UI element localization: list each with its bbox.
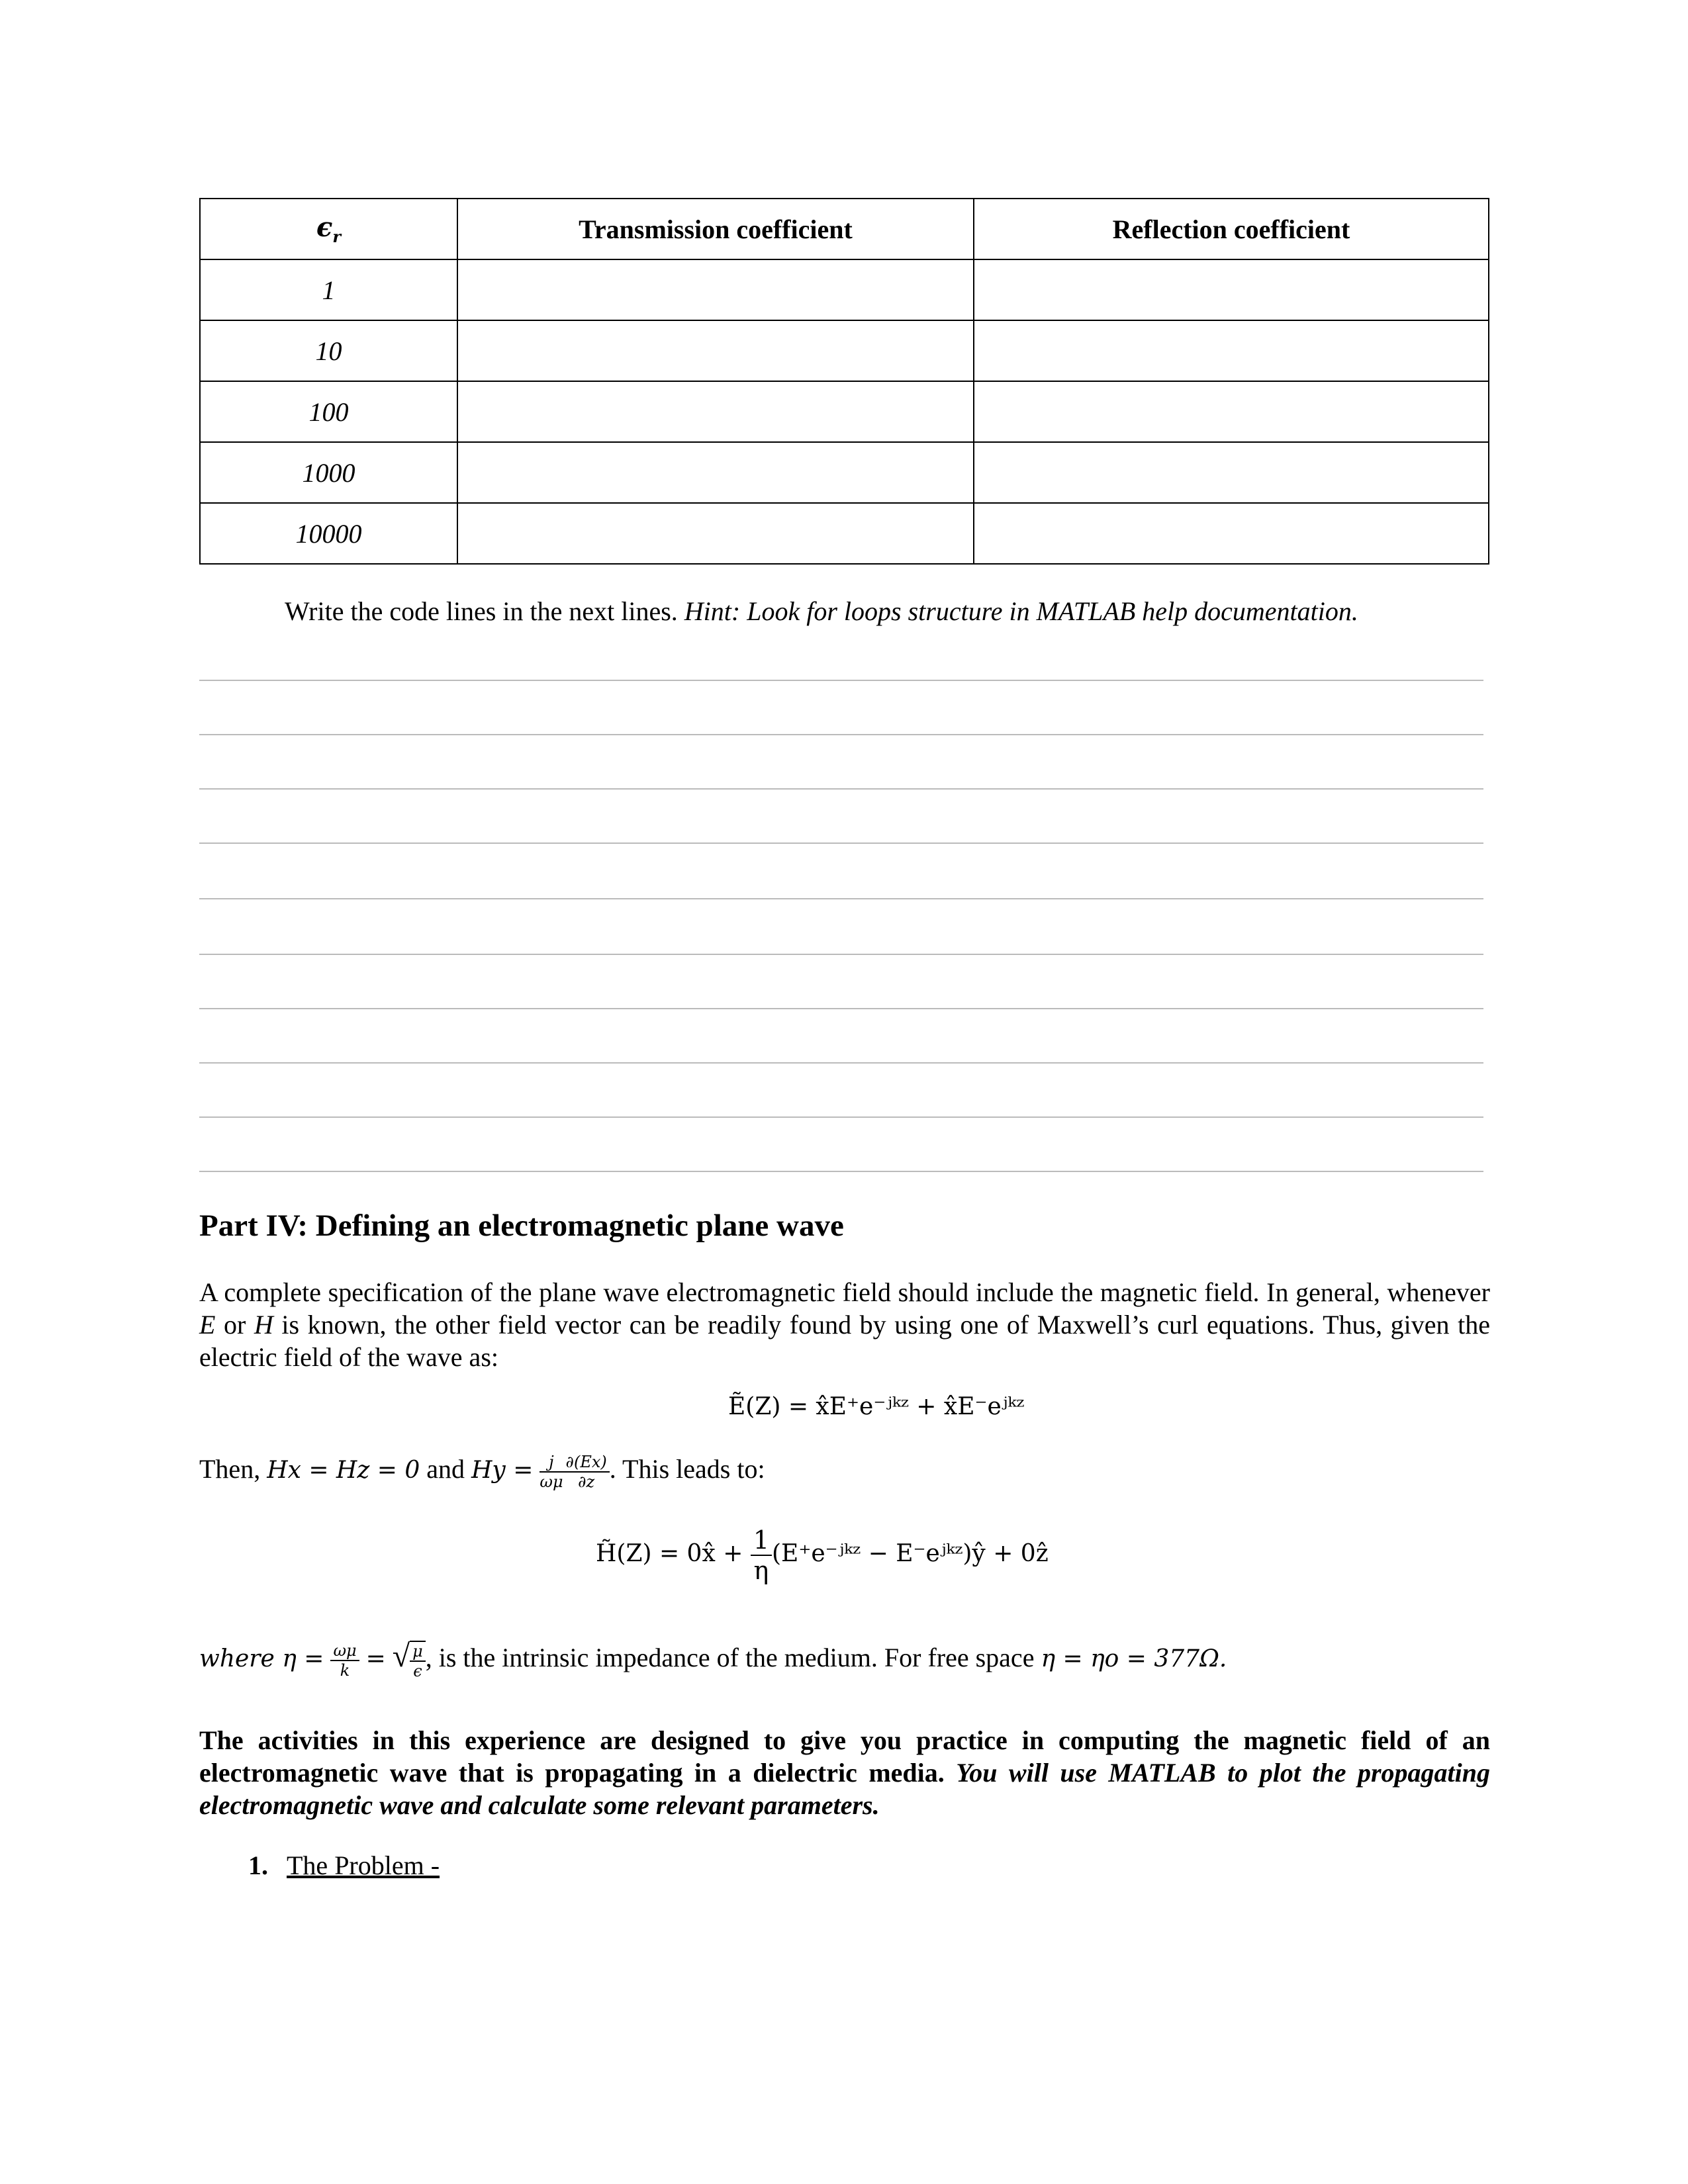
then-eq: Hx = Hz = 0 <box>267 1457 420 1484</box>
intro-paragraph <box>199 1276 1490 1373</box>
numerator: μ <box>410 1642 426 1662</box>
answer-line[interactable] <box>199 954 1483 955</box>
activities-paragraph <box>199 1724 1490 1821</box>
numerator: ∂(Ex) <box>563 1453 610 1473</box>
where-text: , is the intrinsic impedance of the medium. For free space <box>425 1643 1035 1672</box>
intro-or: or <box>224 1310 246 1340</box>
table-row <box>200 503 1489 564</box>
denominator: ωμ <box>539 1473 563 1491</box>
er-value: 1 <box>200 259 457 320</box>
header-er: $\epsilon_r$ <box>200 199 457 259</box>
transmission-cell[interactable] <box>457 381 974 442</box>
fraction <box>330 1641 359 1680</box>
where-eq: = <box>365 1645 386 1672</box>
where-line <box>199 1638 1227 1680</box>
instruction-hint: Hint: Look for loops structure in MATLAB help documentation. <box>684 596 1358 626</box>
header-reflection: Reflection coefficient <box>974 199 1489 259</box>
denominator: η <box>753 1556 769 1585</box>
denominator: ∂z <box>578 1473 595 1491</box>
then-suffix: . This leads to: <box>609 1454 765 1484</box>
section-heading: Part IV: Defining an electromagnetic plane wave <box>199 1208 844 1243</box>
intro-text: A complete specification of the plane wave electromagnetic field should include the magnetic field. In general, whenever <box>199 1277 1490 1307</box>
then-hy: Hy = <box>471 1457 534 1484</box>
transmission-cell[interactable] <box>457 503 974 564</box>
intro-h: H <box>254 1310 273 1340</box>
item-number: 1. <box>248 1850 268 1880</box>
table-row <box>200 320 1489 381</box>
answer-line[interactable] <box>199 842 1483 844</box>
where-free-space: η = ηo = 377Ω. <box>1041 1645 1227 1672</box>
then-prefix: Then, <box>199 1454 261 1484</box>
er-value: 10000 <box>200 503 457 564</box>
activities-italic: You will use MATLAB to plot the propagating electromagnetic wave and calculate some relevant parameters. <box>199 1758 1491 1820</box>
header-transmission: Transmission coefficient <box>457 199 974 259</box>
list-item <box>248 1850 440 1881</box>
intro-text-2: is known, the other field vector can be readily found by using one of Maxwell’s curl equations. Thus, given the electric field of the wave as: <box>199 1310 1490 1372</box>
equation-e-field: Ẽ(Z) = x̂E⁺e⁻ʲᵏᶻ + x̂E⁻eʲᵏᶻ <box>728 1393 1025 1420</box>
reflection-cell[interactable] <box>974 503 1489 564</box>
sqrt-icon: √ <box>392 1639 410 1674</box>
denominator: ϵ <box>413 1661 422 1680</box>
denominator: k <box>340 1661 350 1680</box>
then-line <box>199 1453 765 1491</box>
table-row <box>200 442 1489 503</box>
er-value: 1000 <box>200 442 457 503</box>
answer-line[interactable] <box>199 1171 1483 1172</box>
numerator: 1 <box>751 1525 772 1556</box>
answer-line[interactable] <box>199 1008 1483 1009</box>
item-label: The Problem - <box>287 1850 440 1880</box>
instruction-text: Write the code lines in the next lines. <box>285 596 678 626</box>
table-row <box>200 381 1489 442</box>
reflection-cell[interactable] <box>974 259 1489 320</box>
fraction <box>751 1525 772 1585</box>
reflection-cell[interactable] <box>974 320 1489 381</box>
where-prefix: where η = <box>199 1645 324 1672</box>
activities-bold: The activities in this experience are designed to give you practice in computing the magnetic field of an electromagnetic wave that is propagating in a dielectric media. <box>199 1725 1490 1788</box>
answer-line[interactable] <box>199 680 1483 681</box>
fraction <box>563 1453 610 1491</box>
numerator: j <box>539 1453 563 1473</box>
answer-line[interactable] <box>199 1116 1483 1118</box>
reflection-cell[interactable] <box>974 381 1489 442</box>
answer-line[interactable] <box>199 1062 1483 1064</box>
er-value: 100 <box>200 381 457 442</box>
er-value: 10 <box>200 320 457 381</box>
transmission-cell[interactable] <box>457 442 974 503</box>
answer-line[interactable] <box>199 788 1483 790</box>
reflection-cell[interactable] <box>974 442 1489 503</box>
instruction <box>285 596 1358 627</box>
numerator: ωμ <box>330 1641 359 1661</box>
fraction <box>410 1641 426 1680</box>
then-and: and <box>426 1454 465 1484</box>
table-header-row <box>200 199 1489 259</box>
eq-h-right: (E⁺e⁻ʲᵏᶻ − E⁻eʲᵏᶻ)ŷ + 0ẑ <box>772 1540 1049 1567</box>
fraction <box>539 1453 563 1491</box>
answer-line[interactable] <box>199 898 1483 899</box>
coefficients-table <box>199 198 1489 565</box>
answer-line[interactable] <box>199 734 1483 735</box>
eq-h-left: H̃(Z) = 0x̂ + <box>596 1540 743 1567</box>
transmission-cell[interactable] <box>457 320 974 381</box>
equation-h-field <box>596 1525 1049 1585</box>
transmission-cell[interactable] <box>457 259 974 320</box>
intro-e: E <box>199 1310 216 1340</box>
table-row <box>200 259 1489 320</box>
